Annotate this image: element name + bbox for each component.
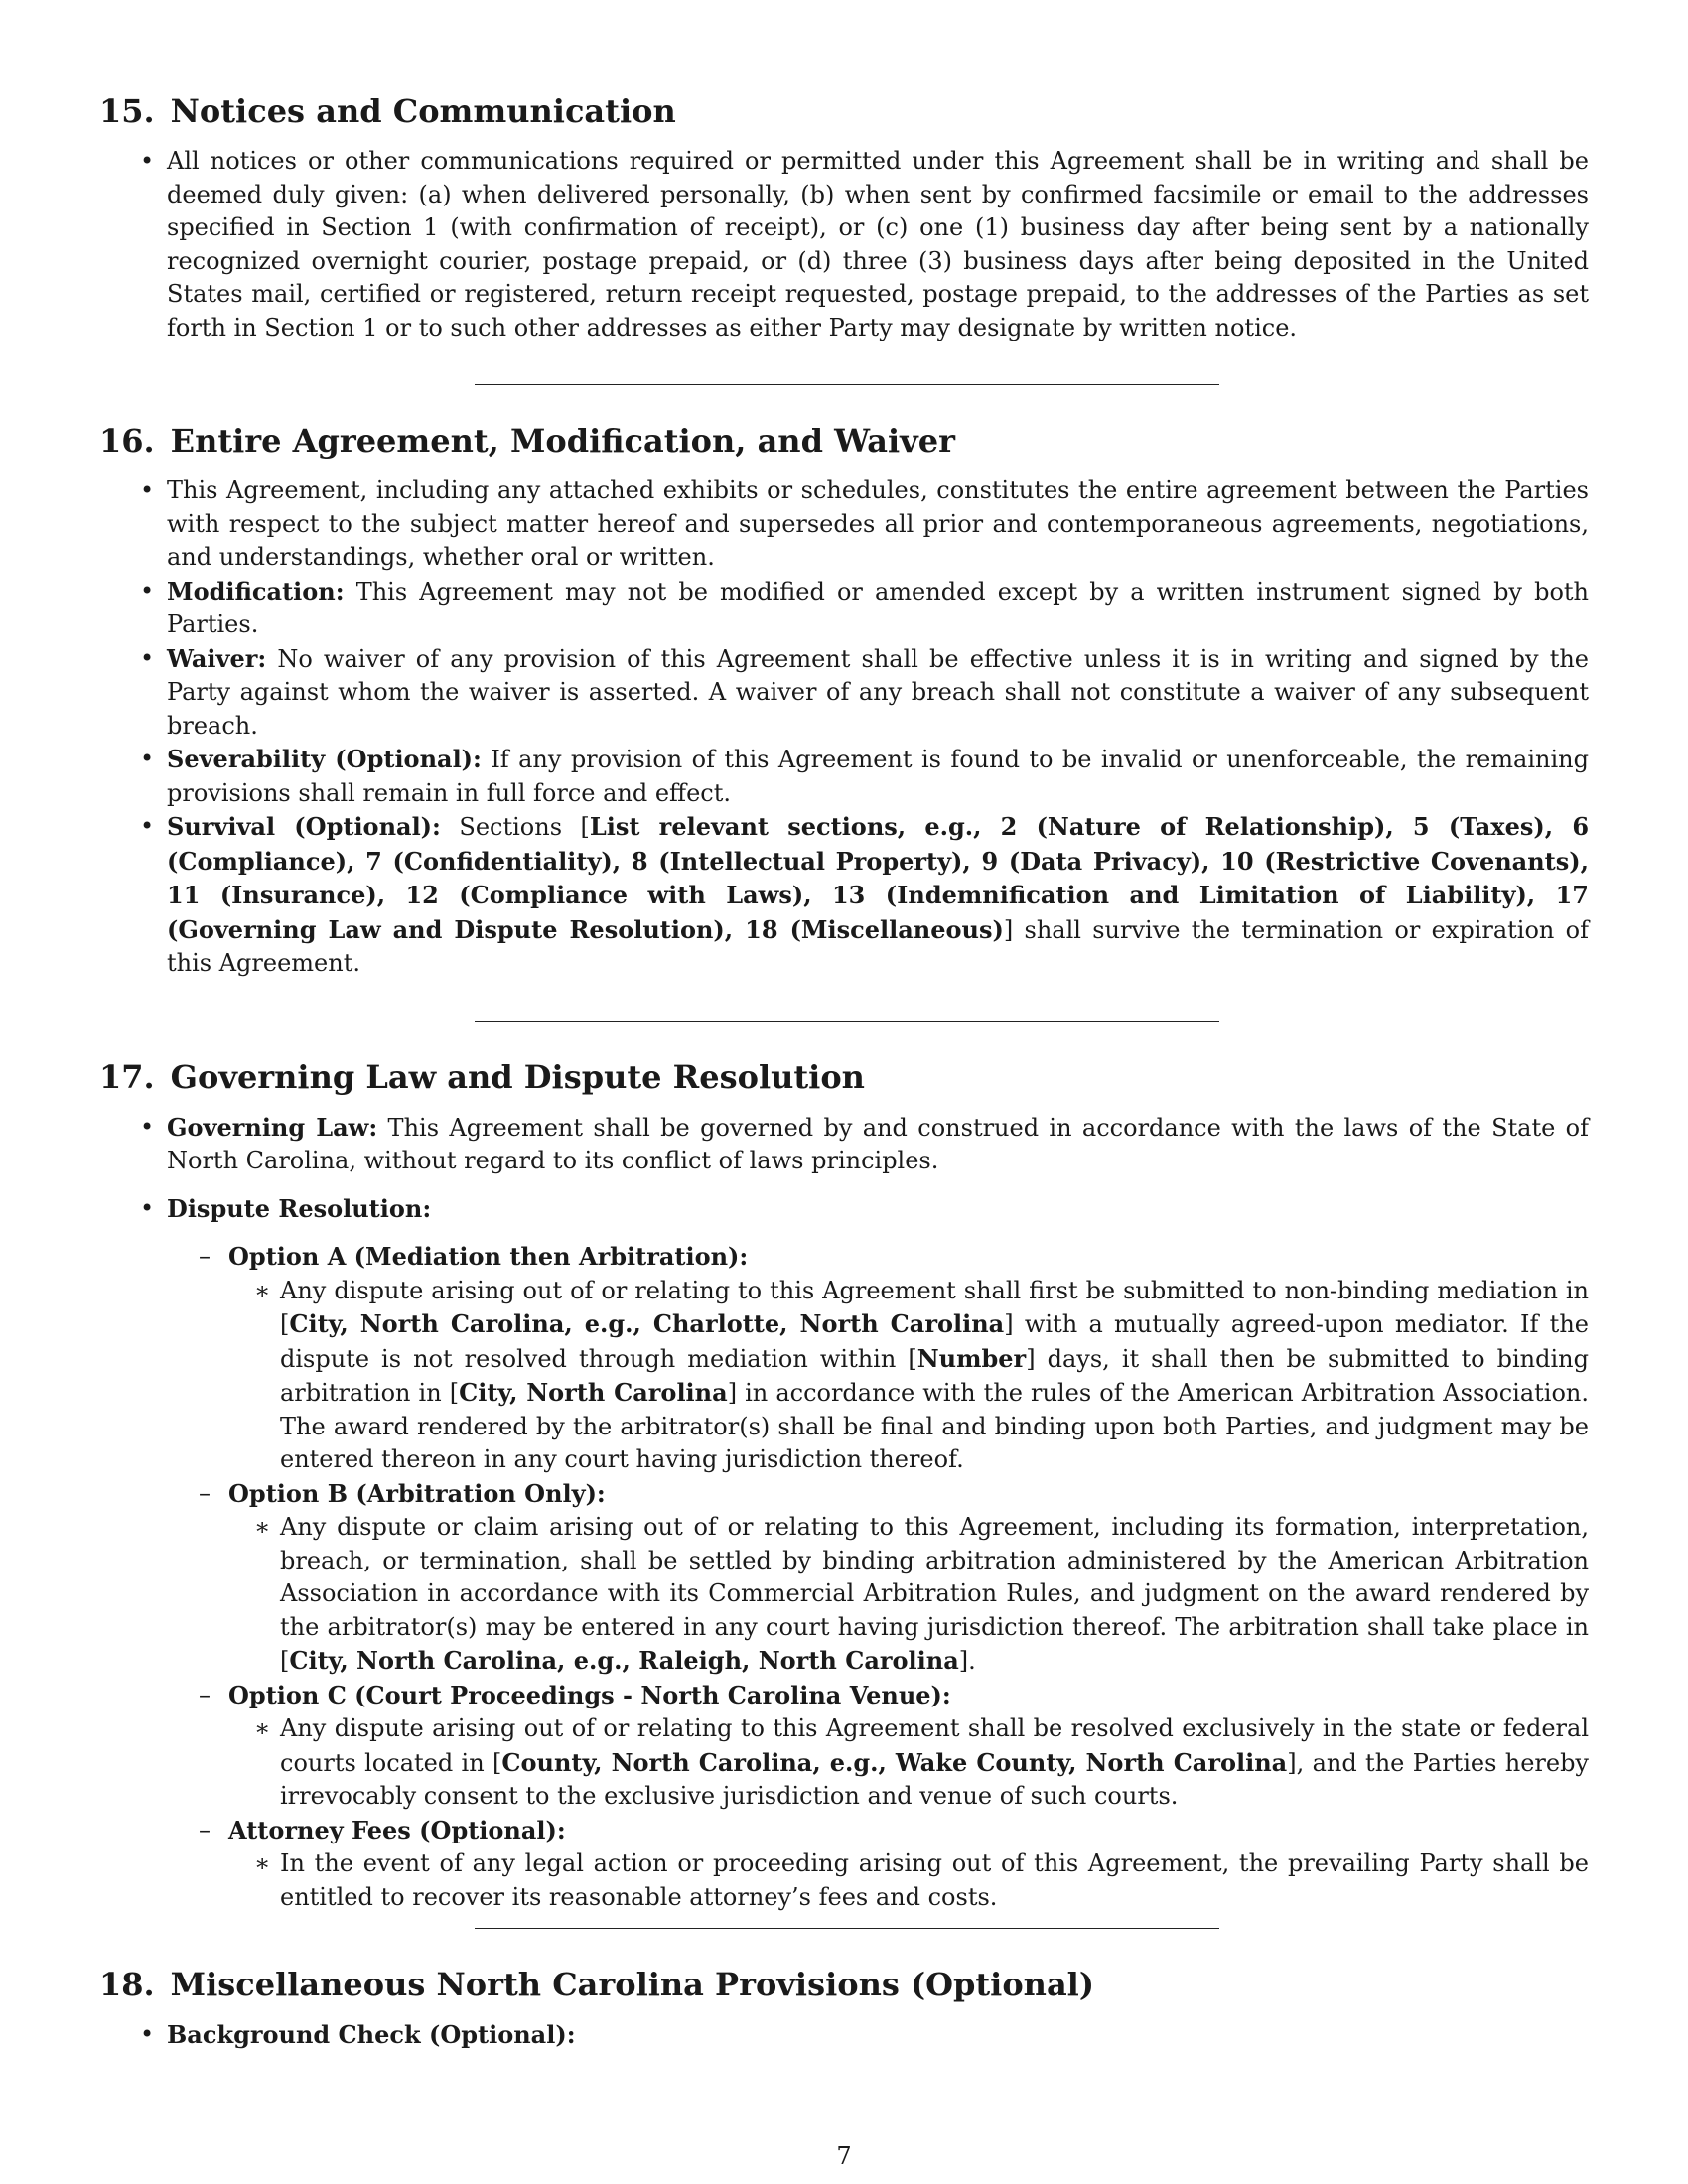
text-run: ] in accordance with the rules of the American Arbitration Association. The award rendered by the arbitrator(s) shall be final and binding upon both Parties, and judgment may be entered thereon in any court having jurisdiction thereof. (280, 1379, 1589, 1473)
survival-text: ] shall survive the termination or expiration of this Agreement. (167, 915, 1590, 977)
section-number: 18. (99, 1966, 155, 2003)
section-number: 15. (99, 92, 155, 130)
survival-placeholder: List relevant sections, e.g., 2 (Nature of Relationship), 5 (Taxes), 6 (Compliance), 7 (Confidentiality), 8 (Intellectual Property), 9 (Data Privacy), 10 (Restrictive Covenants), 11 (Insurance), 12 (Compliance with Laws), 13 (Indemnification and Limitation of Liability), 17 (Governing Law and Dispute Resolution), 18 (Miscellaneous) (167, 812, 1590, 944)
text-run: ]. (958, 1647, 976, 1675)
text-run: Any dispute or claim arising out of or relating to this Agreement, including its formation, interpretation, breach, or termination, shall be settled by binding arbitration administered by the American Arbitration Association in accordance with its Commercial Arbitration Rules, and judgment on the award rendered by the arbitrator(s) may be entered in any court having jurisdiction thereof. The arbitration shall take place in [ (280, 1513, 1589, 1675)
placeholder: City, North Carolina, e.g., Raleigh, North Carolina (289, 1646, 959, 1675)
placeholder: County, North Carolina, e.g., Wake County, North Carolina (501, 1747, 1288, 1777)
list-item (167, 642, 1589, 744)
survival-label: Survival (Optional): (167, 812, 441, 841)
section-title: Governing Law and Dispute Resolution (170, 1057, 865, 1096)
notices-text: All notices or other communications required or permitted under this Agreement shall be in writing and shall be deemed duly given: (a) when delivered personally, (b) when sent by confirmed facsimile or email to the addresses specified in Section 1 (with confirmation of receipt), or (c) one (1) business day after being sent by a nationally recognized overnight courier, postage prepaid, or (d) three (3) business days after being deposited in the United States mail, certified or registered, return receipt requested, postage prepaid, to the addresses of the Parties as set forth in Section 1 or to such other addresses as either Party may designate by written notice. (167, 147, 1589, 341)
option-item (228, 1477, 1589, 1679)
section-16 (99, 421, 1589, 981)
divider (475, 1021, 1219, 1022)
option-a-text (280, 1275, 1589, 1477)
list-item (167, 1111, 1589, 1178)
waiver-label: Waiver: (167, 643, 267, 673)
option-a-label: Option A (Mediation then Arbitration): (228, 1242, 749, 1271)
option-item (228, 1240, 1589, 1477)
option-item (228, 1679, 1589, 1814)
list-item (167, 2018, 1589, 2053)
list-item (167, 810, 1589, 981)
modification-text: This Agreement may not be modified or amended except by a written instrument signed by both Parties. (167, 577, 1589, 638)
section-16-heading (99, 421, 1589, 461)
background-check-label: Background Check (Optional): (167, 2020, 576, 2049)
option-b-label: Option B (Arbitration Only): (228, 1478, 606, 1508)
document-page (99, 91, 1589, 2053)
list-item (167, 575, 1589, 642)
severability-text: If any provision of this Agreement is found to be invalid or unenforceable, the remaining provisions shall remain in full force and effect. (167, 746, 1589, 807)
survival-text: Sections [ (440, 813, 590, 841)
text-run: Any dispute arising out of or relating to this Agreement shall be resolved exclusively in the state or federal courts located in [ (280, 1714, 1589, 1777)
section-17 (99, 1057, 1589, 1915)
section-15 (99, 91, 1589, 344)
list-item (167, 475, 1589, 575)
placeholder: Number (916, 1343, 1027, 1373)
page-number: 7 (836, 2142, 852, 2170)
option-c-text (280, 1712, 1589, 1814)
list-item (167, 145, 1589, 344)
list-item (167, 743, 1589, 810)
entire-agreement-text: This Agreement, including any attached exhibits or schedules, constitutes the entire agreement between the Parties with respect to the subject matter hereof and supersedes all prior and contemporaneous agreements, negotiations, and understandings, whether oral or written. (167, 477, 1589, 571)
section-title: Notices and Communication (170, 92, 676, 130)
text-run: Any dispute arising out of or relating to this Agreement shall first be submitted to non-binding mediation in [ (280, 1276, 1589, 1338)
list-item (167, 1192, 1589, 1915)
governing-law-label: Governing Law: (167, 1112, 378, 1142)
waiver-text: No waiver of any provision of this Agreement shall be effective unless it is in writing and signed by the Party against whom the waiver is asserted. A waiver of any breach shall not constitute a waiver of any subsequent breach. (167, 644, 1589, 740)
option-item (228, 1814, 1589, 1915)
option-c-label: Option C (Court Proceedings - North Carolina Venue): (228, 1680, 951, 1709)
attorney-fees-label: Attorney Fees (Optional): (228, 1815, 566, 1844)
dispute-resolution-label: Dispute Resolution: (167, 1193, 432, 1223)
text-run: ], and the Parties hereby irrevocably consent to the exclusive jurisdiction and venue of such courts. (280, 1748, 1589, 1810)
text-run: In the event of any legal action or proceeding arising out of this Agreement, the prevailing Party shall be entitled to recover its reasonable attorney’s fees and costs. (280, 1849, 1589, 1911)
option-b-text (280, 1511, 1589, 1679)
section-15-heading (99, 91, 1589, 131)
placeholder: City, North Carolina (459, 1378, 728, 1407)
placeholder: City, North Carolina, e.g., Charlotte, North Carolina (289, 1309, 1005, 1338)
section-title: Entire Agreement, Modification, and Waiver (170, 422, 955, 460)
section-number: 16. (99, 422, 155, 460)
section-number: 17. (99, 1057, 155, 1096)
section-18-heading (99, 1965, 1589, 2004)
section-18 (99, 1965, 1589, 2053)
governing-law-text: This Agreement shall be governed by and construed in accordance with the laws of the State of North Carolina, without regard to its conflict of laws principles. (167, 1113, 1589, 1174)
section-17-heading (99, 1057, 1589, 1097)
divider (475, 1928, 1219, 1929)
severability-label: Severability (Optional): (167, 745, 482, 773)
attorney-fees-text (280, 1847, 1589, 1914)
section-title: Miscellaneous North Carolina Provisions (Optional) (170, 1966, 1094, 2003)
divider (475, 384, 1219, 385)
text-run: ] days, it shall then be submitted to binding arbitration in [ (280, 1344, 1589, 1407)
text-run: ] with a mutually agreed-upon mediator. If the dispute is not resolved through mediation within [ (280, 1310, 1589, 1373)
modification-label: Modification: (167, 576, 345, 606)
